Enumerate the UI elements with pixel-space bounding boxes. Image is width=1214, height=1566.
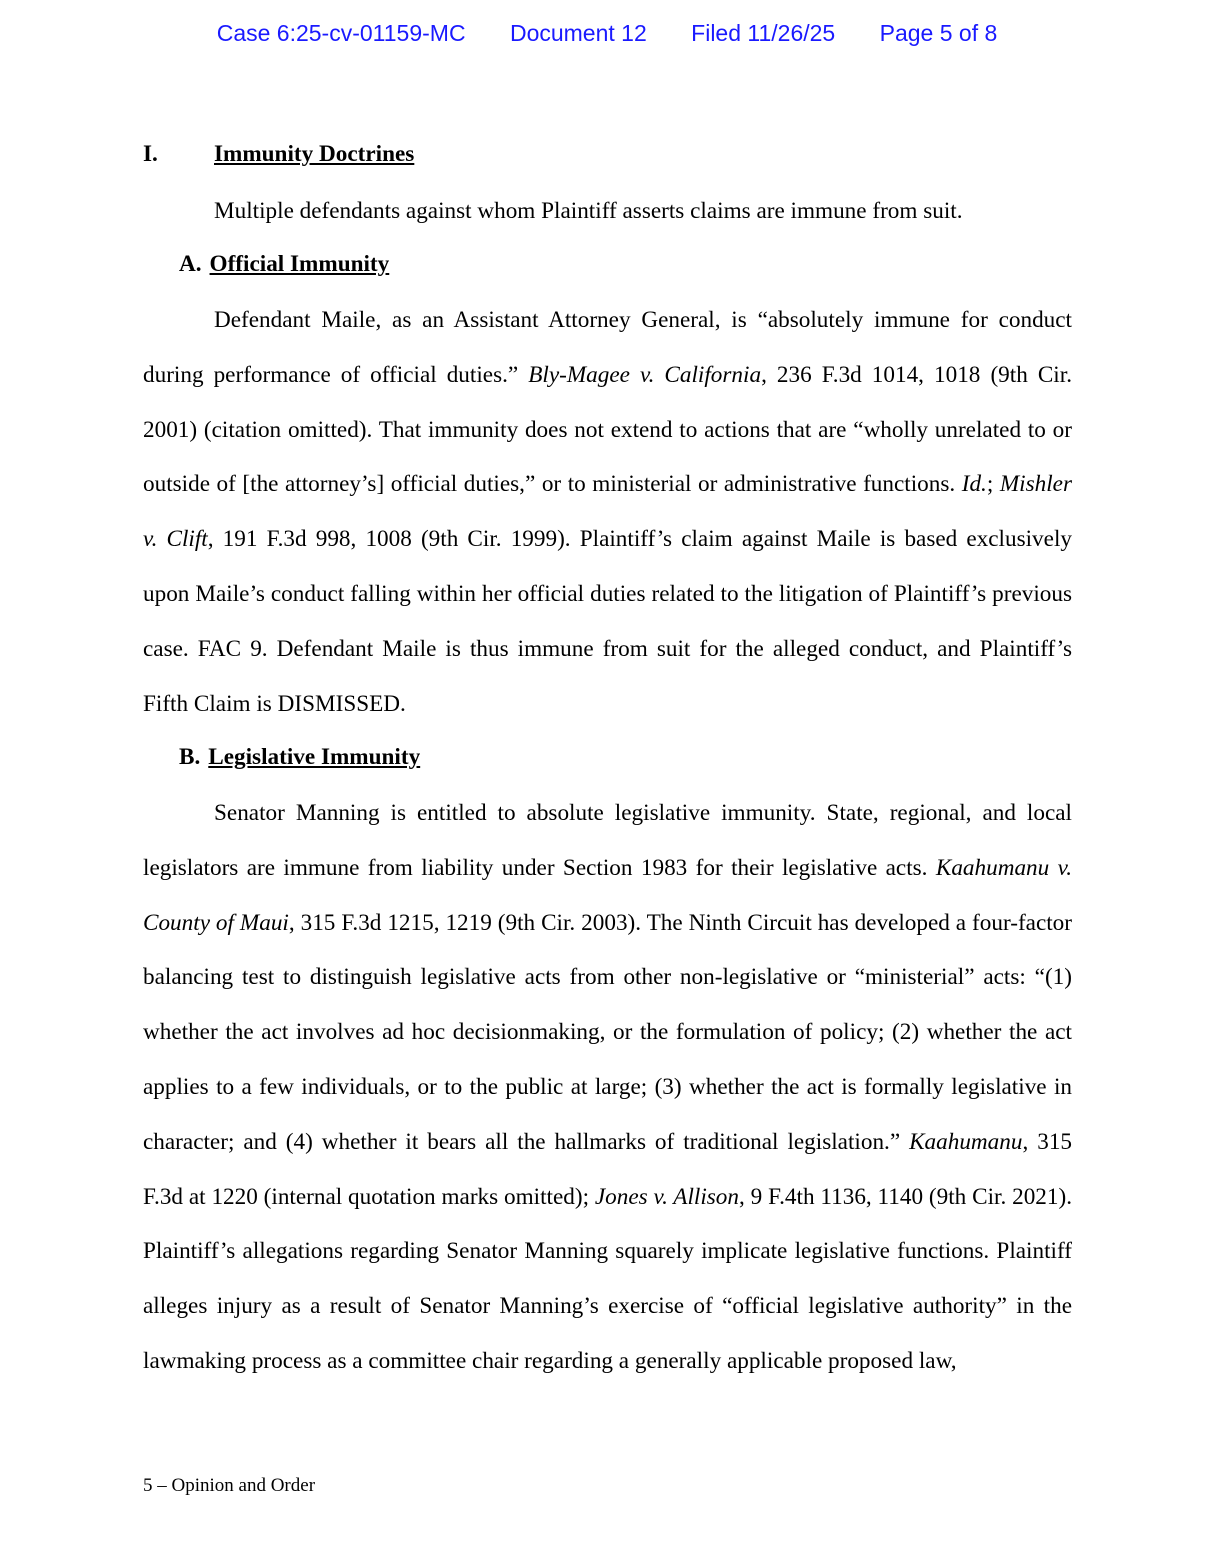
subsection-a-heading	[179, 251, 389, 278]
official-immunity-paragraph: Defendant Maile, as an Assistant Attorney General, is “absolutely immune for conduct during performance of official duties.” Bly-Magee v. California, 236 F.3d 1014, 1018 (9th Cir. 2001) (citation omitted). That immunity does not extend to actions that are “wholly unrelated to or outside of [the attorney’s] official duties,” or to ministerial or administrative functions. Id.; Mishler v. Clift, 191 F.3d 998, 1008 (9th Cir. 1999). Plaintiff’s claim against Maile is based exclusively upon Maile’s conduct falling within her official duties related to the litigation of Plaintiff’s previous case. FAC 9. Defendant Maile is thus immune from suit for the alleged conduct, and Plaintiff’s Fifth Claim is DISMISSED.	[143, 307, 1072, 717]
document-number: Document 12	[509, 20, 647, 46]
case-citation: Mishler v. Clift	[143, 471, 1072, 553]
section-i-intro: Multiple defendants against whom Plaintiff asserts claims are immune from suit.	[214, 198, 963, 224]
case-citation: Kaahumanu v. County of Maui	[143, 854, 1072, 936]
filed-date: Filed 11/26/25	[691, 20, 836, 46]
case-citation: Jones v. Allison	[594, 1183, 739, 1210]
subsection-letter: B.	[179, 744, 201, 770]
case-citation: Kaahumanu	[909, 1128, 1023, 1155]
case-number: Case 6:25-cv-01159-MC	[216, 20, 466, 46]
case-citation: Bly-Magee v. California	[528, 361, 762, 388]
section-number: I.	[143, 141, 158, 167]
subsection-b-heading	[179, 744, 420, 771]
legislative-immunity-paragraph: Senator Manning is entitled to absolute legislative immunity. State, regional, and local legislators are immune from liability under Section 1983 for their legislative acts. Kaahumanu v. County of Maui, 315 F.3d 1215, 1219 (9th Cir. 2003). The Ninth Circuit has developed a four-factor balancing test to distinguish legislative acts from other non-legislative or “ministerial” acts: “(1) whether the act involves ad hoc decisionmaking, or the formulation of policy; (2) whether the act applies to a few individuals, or to the public at large; (3) whether the act is formally legislative in character; and (4) whether it bears all the hallmarks of traditional legislation.” Kaahumanu, 315 F.3d at 1220 (internal quotation marks omitted); Jones v. Allison, 9 F.4th 1136, 1140 (9th Cir. 2021). Plaintiff’s allegations regarding Senator Manning squarely implicate legislative functions. Plaintiff alleges injury as a result of Senator Manning’s exercise of “official legislative authority” in the lawmaking process as a committee chair regarding a generally applicable proposed law,	[143, 800, 1073, 1374]
subsection-title: Legislative Immunity	[208, 744, 421, 770]
section-title: Immunity Doctrines	[214, 141, 415, 167]
page-footer: 5 – Opinion and Order	[143, 1475, 316, 1496]
subsection-title: Official Immunity	[209, 251, 390, 277]
subsection-letter: A.	[179, 251, 202, 277]
page-indicator: Page 5 of 8	[879, 20, 998, 46]
case-citation: Id.	[961, 471, 987, 498]
ecf-header	[0, 20, 1214, 47]
